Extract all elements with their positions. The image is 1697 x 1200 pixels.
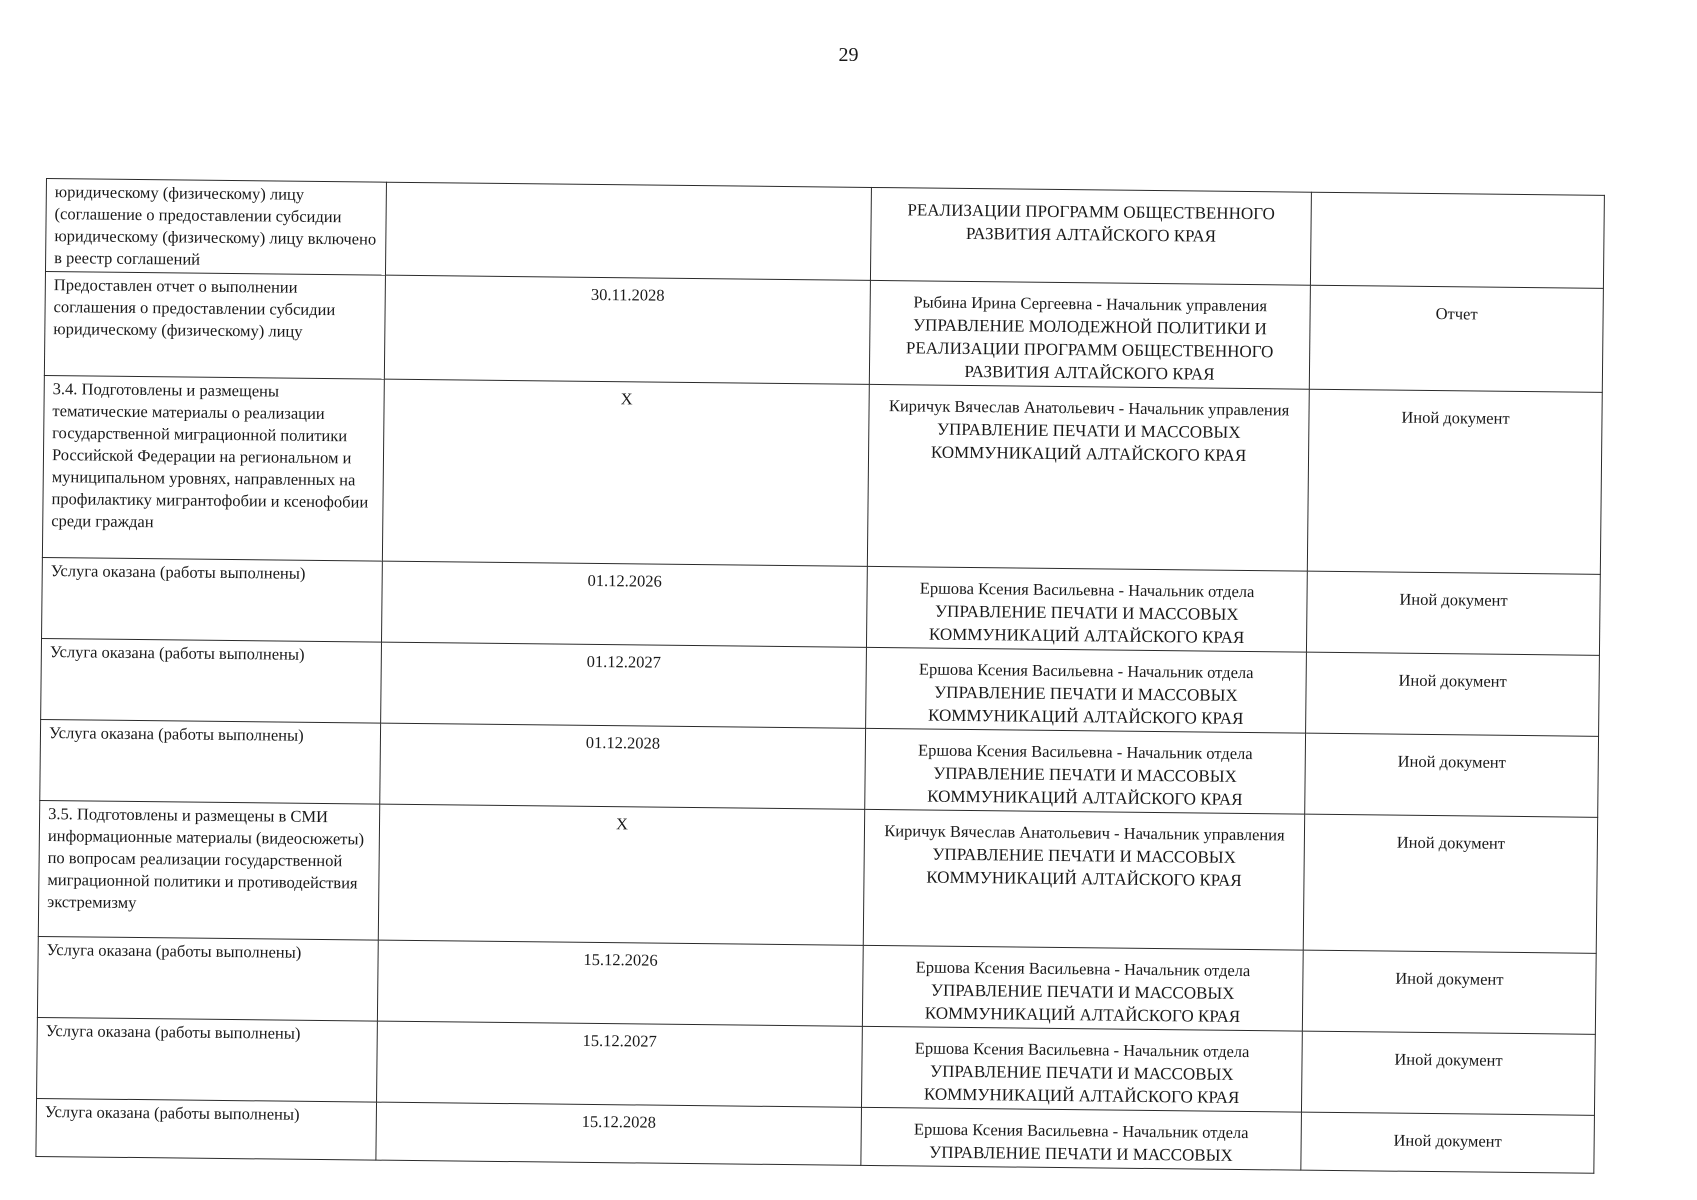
responsible-cell xyxy=(865,728,1306,814)
responsible-cell xyxy=(867,384,1309,571)
responsible-person: Ершова Ксения Васильевна - Начальник отдела xyxy=(913,1119,1249,1143)
document-type-cell: Иной документ xyxy=(1301,1031,1595,1115)
responsible-org: УПРАВЛЕНИЕ МОЛОДЕЖНОЙ ПОЛИТИКИ И РЕАЛИЗАЦИИ ПРОГРАММ ОБЩЕСТВЕННОГО РАЗВИТИЯ АЛТАЙСКОГО КРАЯ xyxy=(905,315,1274,384)
event-cell: 3.5. Подготовлены и размещены в СМИ информационные материалы (видеосюжеты) по вопросам реализации государственной миграционной политики и противодействия экстремизму xyxy=(38,800,379,940)
event-cell: Услуга оказана (работы выполнены) xyxy=(36,1098,377,1160)
responsible-person: Ершова Ксения Васильевна - Начальник отдела xyxy=(915,957,1251,981)
table-row xyxy=(42,375,1602,574)
responsible-person: Киричук Вячеслав Анатольевич - Начальник управления xyxy=(888,396,1290,420)
responsible-cell xyxy=(870,187,1311,285)
document-type-cell: Отчет xyxy=(1309,285,1603,392)
responsible-person: Ершова Ксения Васильевна - Начальник отдела xyxy=(918,659,1254,683)
responsible-person: Рыбина Ирина Сергеевна - Начальник управления xyxy=(913,292,1268,316)
document-type-cell: Иной документ xyxy=(1306,571,1600,655)
date-cell: 30.11.2028 xyxy=(384,275,870,384)
responsible-org: УПРАВЛЕНИЕ ПЕЧАТИ И МАССОВЫХ xyxy=(929,1142,1233,1165)
responsible-person: Ершова Ксения Васильевна - Начальник отдела xyxy=(914,1038,1250,1062)
responsible-cell xyxy=(861,1026,1302,1112)
date-cell: 01.12.2028 xyxy=(380,723,866,809)
event-cell: юридическому (физическому) лицу (соглашение о предоставлении субсидии юридическому (физическому) лицу включено в реестр соглашений xyxy=(45,179,386,276)
date-cell: 15.12.2027 xyxy=(377,1021,863,1107)
responsible-org: УПРАВЛЕНИЕ ПЕЧАТИ И МАССОВЫХ КОММУНИКАЦИЙ АЛТАЙСКОГО КРАЯ xyxy=(927,682,1244,728)
responsible-org: УПРАВЛЕНИЕ ПЕЧАТИ И МАССОВЫХ КОММУНИКАЦИЙ АЛТАЙСКОГО КРАЯ xyxy=(923,1061,1240,1107)
responsible-cell xyxy=(861,1107,1302,1170)
responsible-org: УПРАВЛЕНИЕ ПЕЧАТИ И МАССОВЫХ КОММУНИКАЦИЙ АЛТАЙСКОГО КРАЯ xyxy=(928,601,1245,647)
document-type-cell xyxy=(1310,192,1604,288)
event-cell: 3.4. Подготовлены и размещены тематические материалы о реализации государственной миграционной политики Российской Федерации на региональном и муниципальном уровнях, направленных на профилактику мигрантофобии и ксенофобии среди граждан xyxy=(42,375,384,561)
responsible-cell xyxy=(869,280,1310,389)
page-number: 29 xyxy=(838,44,859,66)
responsible-person: Киричук Вячеслав Анатольевич - Начальник управления xyxy=(884,821,1285,845)
responsible-org: УПРАВЛЕНИЕ ПЕЧАТИ И МАССОВЫХ КОММУНИКАЦИЙ АЛТАЙСКОГО КРАЯ xyxy=(927,763,1243,809)
responsible-org: УПРАВЛЕНИЕ ПЕЧАТИ И МАССОВЫХ КОММУНИКАЦИЙ АЛТАЙСКОГО КРАЯ xyxy=(924,980,1241,1026)
activities-table xyxy=(35,178,1605,1174)
responsible-cell xyxy=(862,945,1303,1031)
responsible-org: УПРАВЛЕНИЕ ПЕЧАТИ И МАССОВЫХ КОММУНИКАЦИЙ АЛТАЙСКОГО КРАЯ xyxy=(930,419,1247,466)
responsible-person: Ершова Ксения Васильевна - Начальник отдела xyxy=(917,740,1253,764)
date-cell: 15.12.2028 xyxy=(376,1102,862,1165)
document-type-cell: Иной документ xyxy=(1303,814,1597,953)
responsible-org: РЕАЛИЗАЦИИ ПРОГРАММ ОБЩЕСТВЕННОГО РАЗВИТИЯ АЛТАЙСКОГО КРАЯ xyxy=(907,200,1275,246)
activities-table-wrapper xyxy=(35,178,1604,1174)
event-cell: Услуга оказана (работы выполнены) xyxy=(37,1017,378,1102)
responsible-cell xyxy=(863,809,1304,950)
table-row xyxy=(45,179,1604,289)
event-cell: Предоставлен отчет о выполнении соглашения о предоставлении субсидии юридическому (физическому) лицу xyxy=(44,271,385,379)
responsible-cell xyxy=(866,566,1307,652)
table-row xyxy=(44,271,1603,392)
document-type-cell: Иной документ xyxy=(1301,1112,1595,1173)
document-type-cell: Иной документ xyxy=(1307,389,1602,574)
document-type-cell: Иной документ xyxy=(1305,733,1599,817)
responsible-person: Ершова Ксения Васильевна - Начальник отдела xyxy=(919,578,1255,602)
responsible-cell xyxy=(866,647,1307,733)
date-cell xyxy=(385,182,871,280)
event-cell: Услуга оказана (работы выполнены) xyxy=(41,638,382,723)
responsible-org: УПРАВЛЕНИЕ ПЕЧАТИ И МАССОВЫХ КОММУНИКАЦИЙ АЛТАЙСКОГО КРАЯ xyxy=(926,844,1242,890)
table-row xyxy=(38,800,1597,953)
date-cell: 01.12.2027 xyxy=(381,642,867,728)
document-type-cell: Иной документ xyxy=(1306,652,1600,736)
event-cell: Услуга оказана (работы выполнены) xyxy=(37,936,378,1021)
date-cell: 15.12.2026 xyxy=(377,940,863,1026)
event-cell: Услуга оказана (работы выполнены) xyxy=(40,719,381,804)
date-cell: X xyxy=(378,804,864,945)
document-type-cell: Иной документ xyxy=(1302,950,1596,1034)
date-cell: X xyxy=(382,379,869,566)
date-cell: 01.12.2026 xyxy=(381,561,867,647)
event-cell: Услуга оказана (работы выполнены) xyxy=(42,557,383,642)
